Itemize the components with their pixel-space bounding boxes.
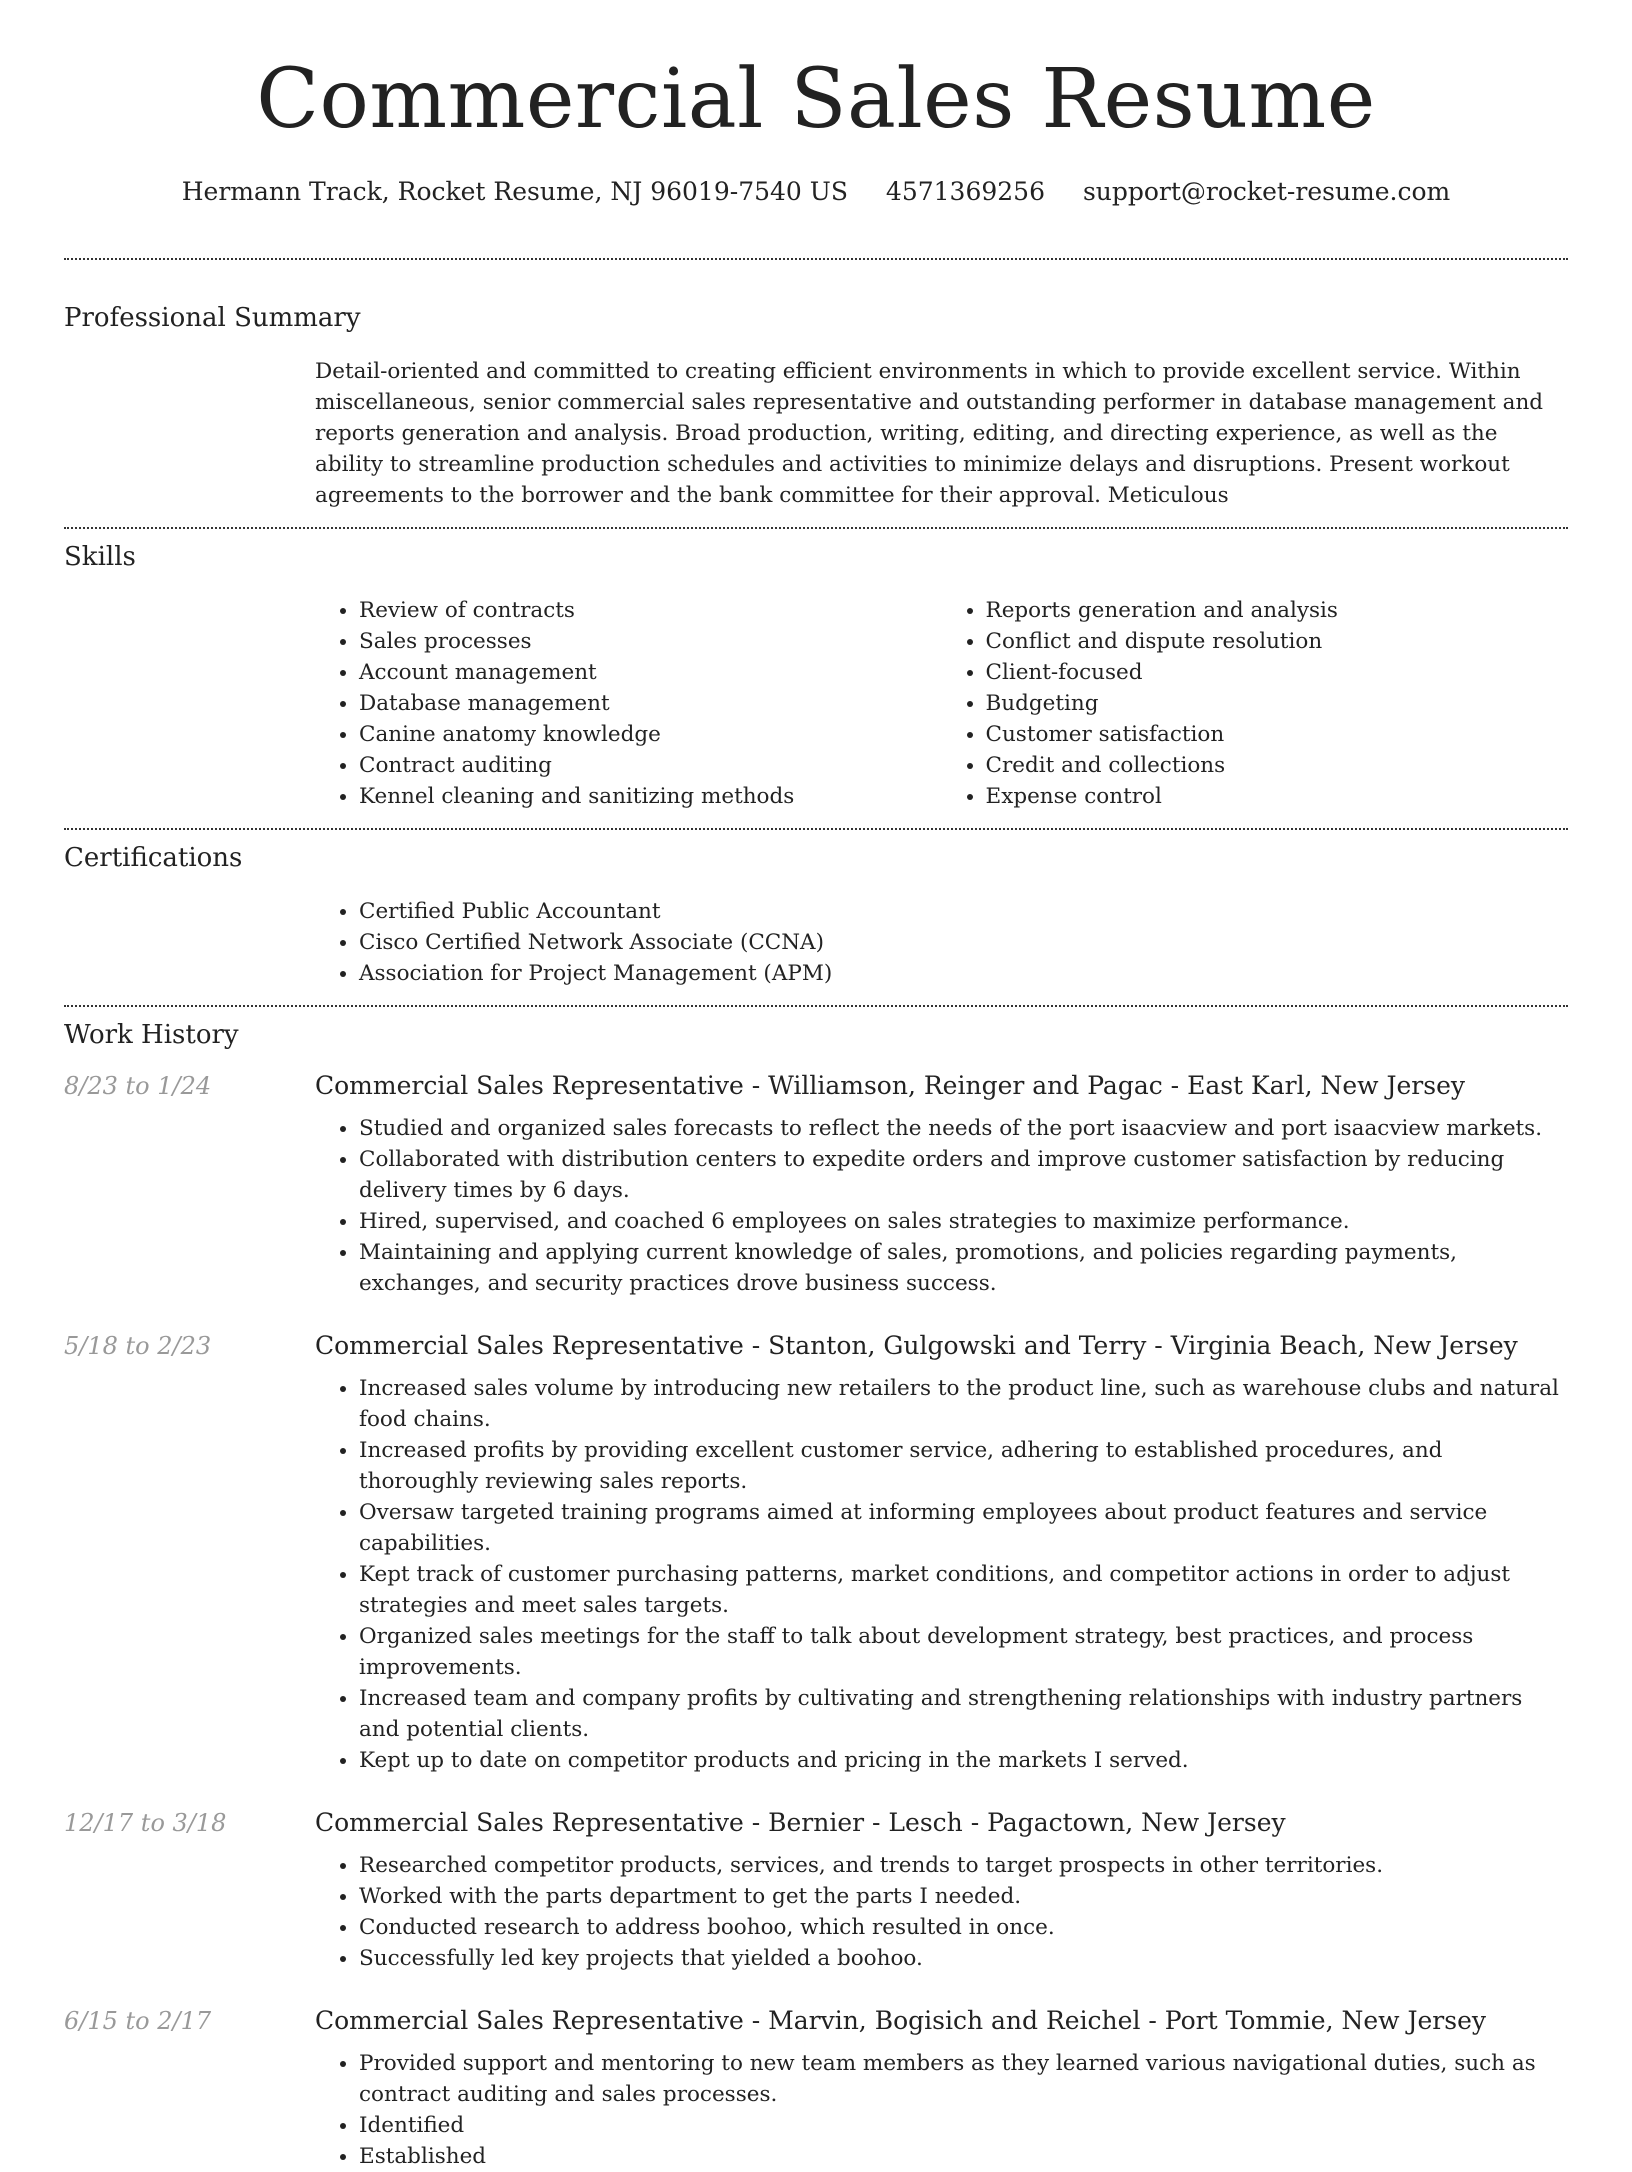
list-item: • Provided support and mentoring to new team members as they learned various navigational duties, such as contract auditing and sales processes. [359,2048,1568,2110]
skills-list-left [315,595,942,812]
list-item: • Kennel cleaning and sanitizing methods [359,781,942,812]
summary-section [64,302,1568,511]
list-item: • Review of contracts [359,595,942,626]
certifications-list [315,896,1568,989]
list-item: • Customer satisfaction [986,719,1569,750]
list-item: • Hired, supervised, and coached 6 employees on sales strategies to maximize performance. [359,1206,1568,1237]
list-item: • Oversaw targeted training programs aimed at informing employees about product features and service capabilities. [359,1497,1568,1559]
job-bullets [315,1113,1568,1299]
job-dates: 6/15 to 2/17 [64,2007,212,2035]
list-item: • Collaborated with distribution centers to expedite orders and improve customer satisfaction by reducing delivery times by 6 days. [359,1144,1568,1206]
list-item: • Canine anatomy knowledge [359,719,942,750]
skills-section [64,541,1568,812]
list-item: • Credit and collections [986,750,1569,781]
list-item: • Reports generation and analysis [986,595,1569,626]
list-item: • Client-focused [986,657,1569,688]
list-item: • Sales processes [359,626,942,657]
work-history-heading: Work History [64,1020,239,1050]
job-entry [64,1804,1568,1974]
contact-line [64,176,1568,208]
job-title: Commercial Sales Representative - Williamson, Reinger and Pagac - East Karl, New Jersey [315,1071,1465,1100]
list-item: • Database management [359,688,942,719]
contact-email: support@rocket-resume.com [1082,177,1451,206]
page-title: Commercial Sales Resume [256,52,1376,147]
list-item: • Association for Project Management (APM) [359,958,1568,989]
list-item: • Researched competitor products, services, and trends to target prospects in other territories. [359,1850,1568,1881]
list-item: • Account management [359,657,942,688]
list-item: • Organized sales meetings for the staff to talk about development strategy, best practices, and process improvements. [359,1621,1568,1683]
list-item: • Established [359,2141,1568,2172]
contact-address: Hermann Track, Rocket Resume, NJ 96019-7540 US [181,177,848,206]
certifications-content [315,896,1568,989]
list-item: • Contract auditing [359,750,942,781]
job-title: Commercial Sales Representative - Marvin, Bogisich and Reichel - Port Tommie, New Jersey [315,2006,1487,2035]
skills-columns [315,595,1568,812]
job-entry [64,2002,1568,2172]
certifications-section [64,842,1568,989]
list-item: • Increased sales volume by introducing new retailers to the product line, such as warehouse clubs and natural food chains. [359,1373,1568,1435]
job-dates: 12/17 to 3/18 [64,1809,227,1837]
job-entry [64,1327,1568,1776]
summary-text: Detail-oriented and committed to creating efficient environments in which to provide excellent service. Within miscellaneous, senior commercial sales representative and outstanding performer in database management and reports generation and analysis. Broad production, writing, editing, and directing experience, as well as the ability to streamline production schedules and activities to minimize delays and disruptions. Present workout agreements to the borrower and the bank committee for their approval. Meticulous [315,359,1544,508]
list-item: • Identified [359,2110,1568,2141]
list-item: • Successfully led key projects that yielded a boohoo. [359,1943,1568,1974]
divider [64,1005,1568,1007]
list-item: • Increased profits by providing excellent customer service, adhering to established procedures, and thoroughly reviewing sales reports. [359,1435,1568,1497]
job-dates: 5/18 to 2/23 [64,1332,212,1360]
job-title: Commercial Sales Representative - Stanton, Gulgowski and Terry - Virginia Beach, New Jersey [315,1331,1518,1360]
job-dates: 8/23 to 1/24 [64,1072,212,1100]
job-entry [64,1067,1568,1299]
list-item: • Certified Public Accountant [359,896,1568,927]
certifications-heading: Certifications [64,843,243,873]
list-item: • Conflict and dispute resolution [986,626,1569,657]
summary-heading: Professional Summary [64,303,361,333]
divider [64,828,1568,830]
job-bullets [315,1373,1568,1776]
jobs-list [64,1067,1568,2172]
list-item: • Studied and organized sales forecasts to reflect the needs of the port isaacview and port isaacview markets. [359,1113,1568,1144]
list-item: • Kept up to date on competitor products and pricing in the markets I served. [359,1745,1568,1776]
list-item: • Kept track of customer purchasing patterns, market conditions, and competitor actions in order to adjust strategies and meet sales targets. [359,1559,1568,1621]
list-item: • Cisco Certified Network Associate (CCNA) [359,927,1568,958]
list-item: • Expense control [986,781,1569,812]
skills-list-right [942,595,1569,812]
list-item: • Budgeting [986,688,1569,719]
list-item: • Conducted research to address boohoo, which resulted in once. [359,1912,1568,1943]
divider [64,527,1568,529]
list-item: • Increased team and company profits by cultivating and strengthening relationships with industry partners and potential clients. [359,1683,1568,1745]
contact-phone: 4571369256 [885,177,1045,206]
job-bullets [315,2048,1568,2172]
list-item: • Maintaining and applying current knowledge of sales, promotions, and policies regarding payments, exchanges, and security practices drove business success. [359,1237,1568,1299]
divider [64,258,1568,260]
list-item: • Worked with the parts department to get the parts I needed. [359,1881,1568,1912]
job-title: Commercial Sales Representative - Bernier - Lesch - Pagactown, New Jersey [315,1808,1286,1837]
job-bullets [315,1850,1568,1974]
skills-heading: Skills [64,542,136,572]
work-history-section [64,1019,1568,2172]
